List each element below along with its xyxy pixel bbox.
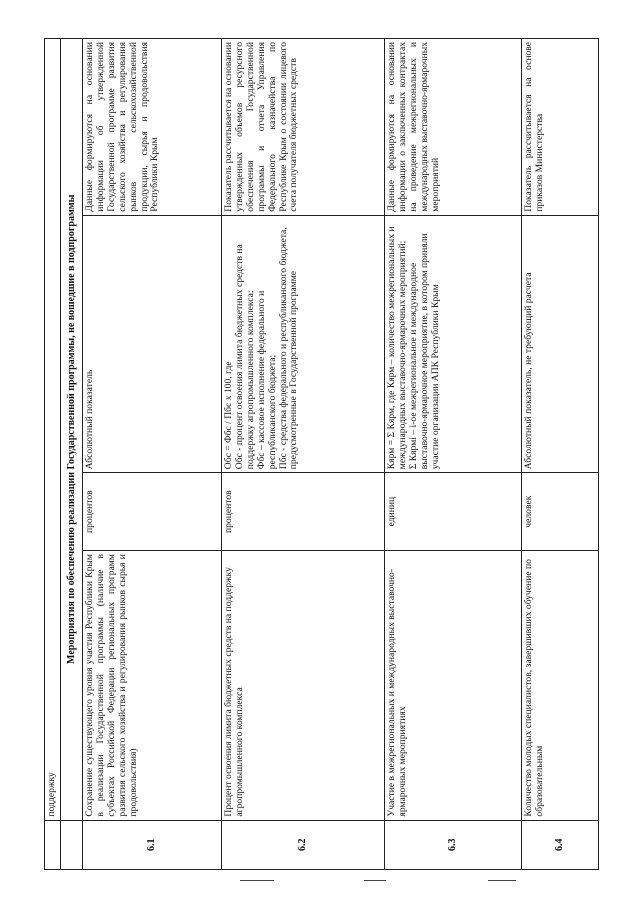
table-row [384,39,521,870]
unit-of-measure: человек [521,473,598,551]
row-number: 6.3 [384,820,521,869]
row-number: 6.1 [82,820,221,869]
calculation-formula: Абсолютный показатель [82,215,221,473]
calculation-formula: Абсолютный показатель, не требующий расчета [521,215,598,473]
indicator-name: Процент освоения лимита бюджетных средств на поддержку агропромышленного комплекса [221,551,384,821]
indicator-name: Количество молодых специалистов, завершивших обучение по образовательным [521,551,598,821]
scan-mark [364,880,386,881]
indicator-name: Сохранение существующего уровня участия Республики Крым в реализации Государственной программы (наличие в субъектах Российской Федерации региональных программ развития сельского хозяйства и регулирования рынков сырья и продовольствия) [82,551,221,821]
scan-mark [240,880,274,881]
row-number: 6.2 [221,820,384,869]
data-source: Данные формируются на основании информации о заключенных контрактах на проведение межрегиональных и международных выставочно-ярмарочных мероприятий [384,39,521,216]
section-header-num-cell [60,820,82,869]
section-header-row [60,39,82,870]
data-source: Показатель рассчитывается на основании утвержденных объемов ресурсного обеспечения Государственной программы и отчета Управления Федерального казначейства по Республике Крым о состоянии лицевого счета получателя бюджетных средств [221,39,384,216]
table-row [521,39,598,870]
unit-of-measure: единиц [384,473,521,551]
indicator-name: Участие в межрегиональных и международных выставочно-ярмарочных мероприятиях [384,551,521,821]
data-source: Показатель рассчитывается на основе приказов Министерства [521,39,598,216]
data-source: Данные формируются на основании информации об утвержденной Государственной программе развития сельского хозяйства и регулирования рынков сельскохозяйственной продукции, сырья и продовольствия Республики Крым [82,39,221,216]
top-row-num-cell [45,820,61,869]
table-row [221,39,384,870]
row-number: 6.4 [521,820,598,869]
table-row-top [45,39,61,870]
table-row [82,39,221,870]
scan-mark [488,880,516,881]
rotated-table-page [44,38,599,870]
unit-of-measure: процентов [221,473,384,551]
top-row-text: поддержку [45,39,61,821]
indicators-table [44,38,599,870]
calculation-formula: Кярм = Σ Кярм, где Кярм – количество межрегиональных и международных выставочно-ярмарочных мероприятий; Σ Кярмi – i-ое межрегиональное и международное выставочно-ярмарочное мероприятие, в котором приняли участие организации АПК Республики Крым [384,215,521,473]
unit-of-measure: процентов [82,473,221,551]
calculation-formula: Обс = Фбс / Пбс х 100, где Обс - процент освоения лимита бюджетных средств на поддержку агропромышленного комплекса; Фбс – кассовое исполнение федерального и республиканского бюджета; Пбс - средства федерального и республиканского бюджета, предусмотренные в Государственной программе [221,215,384,473]
section-header: Мероприятия по обеспечению реализации Государственной программы, не вошедшие в подпрограммы [60,39,82,821]
